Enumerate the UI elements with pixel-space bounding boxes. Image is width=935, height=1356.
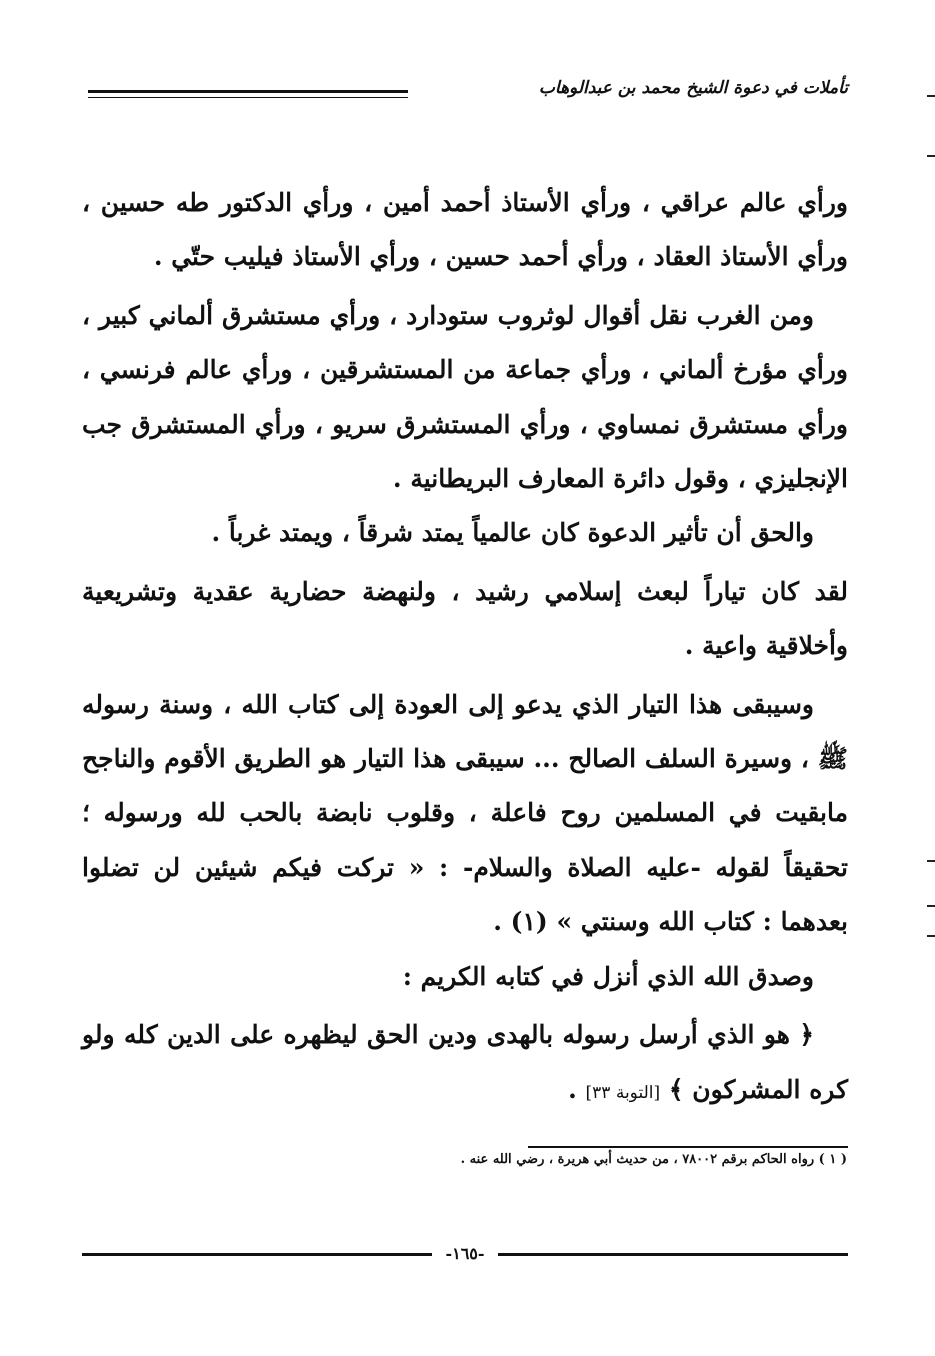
verse-reference: [التوبة ٣٣] — [585, 1082, 661, 1103]
verse-end: . — [568, 1074, 586, 1104]
footnote: ( ١ ) رواه الحاكم برقم ٧٨٠٠٢ ، من حديث أبي هريرة ، رضي الله عنه . — [460, 1152, 847, 1167]
scan-edge-mark — [927, 860, 935, 862]
page-footer — [82, 1244, 848, 1264]
quran-verse-paragraph — [82, 1008, 848, 1120]
running-title: تأملات في دعوة الشيخ محمد بن عبدالوهاب — [538, 78, 848, 98]
page-number: -١٦٥- — [445, 1244, 485, 1263]
scan-edge-mark — [927, 155, 935, 157]
scan-edge-mark — [927, 95, 935, 97]
body-text — [82, 176, 848, 1120]
footnote-separator — [528, 1146, 848, 1148]
paragraph: ومن الغرب نقل أقوال لوثروب ستودارد ، ورأي مستشرق ألماني كبير ، ورأي مؤرخ ألماني ، ورأي جماعة من المستشرقين ، ورأي عالم فرنسي ، ورأي مستشرق نمساوي ، ورأي المستشرق سريو ، ورأي المستشرق جب الإنجليزي ، وقول دائرة المعارف البريطانية . — [82, 300, 848, 494]
paragraph: وسيبقى هذا التيار الذي يدعو إلى العودة إلى كتاب الله ، وسنة رسوله ﷺ ، وسيرة السلف الصالح ... سيبقى هذا التيار هو الطريق الأقوم والناجح مابقيت في المسلمين روح فاعلة ، وقلوب نابضة بالحب لله ورسوله ؛ تحقيقاً لقوله -عليه الصلاة والسلام- : « تركت فيكم شيئين لن تضلوا بعدهما : كتاب الله وسنتي » (١) . — [82, 689, 848, 937]
paragraph: لقد كان تياراً لبعث إسلامي رشيد ، ولنهضة حضارية عقدية وتشريعية وأخلاقية واعية . — [82, 576, 848, 661]
header-rule — [88, 90, 408, 93]
scan-edge-mark — [927, 905, 935, 907]
paragraph: وصدق الله الذي أنزل في كتابه الكريم : — [402, 961, 814, 991]
quran-verse: ﴿ هو الذي أرسل رسوله بالهدى ودين الحق ليظهره على الدين كله ولو كره المشركون ﴾ — [82, 1020, 848, 1104]
running-head — [88, 78, 848, 108]
scan-edge-mark — [927, 935, 935, 937]
paragraph: ورأي عالم عراقي ، ورأي الأستاذ أحمد أمين ، ورأي الدكتور طه حسين ، ورأي الأستاذ العقاد ، ورأي أحمد حسين ، ورأي الأستاذ فيليب حتّي . — [82, 188, 848, 272]
paragraph: والحق أن تأثير الدعوة كان عالمياً يمتد شرقاً ، ويمتد غرباً . — [211, 518, 814, 548]
